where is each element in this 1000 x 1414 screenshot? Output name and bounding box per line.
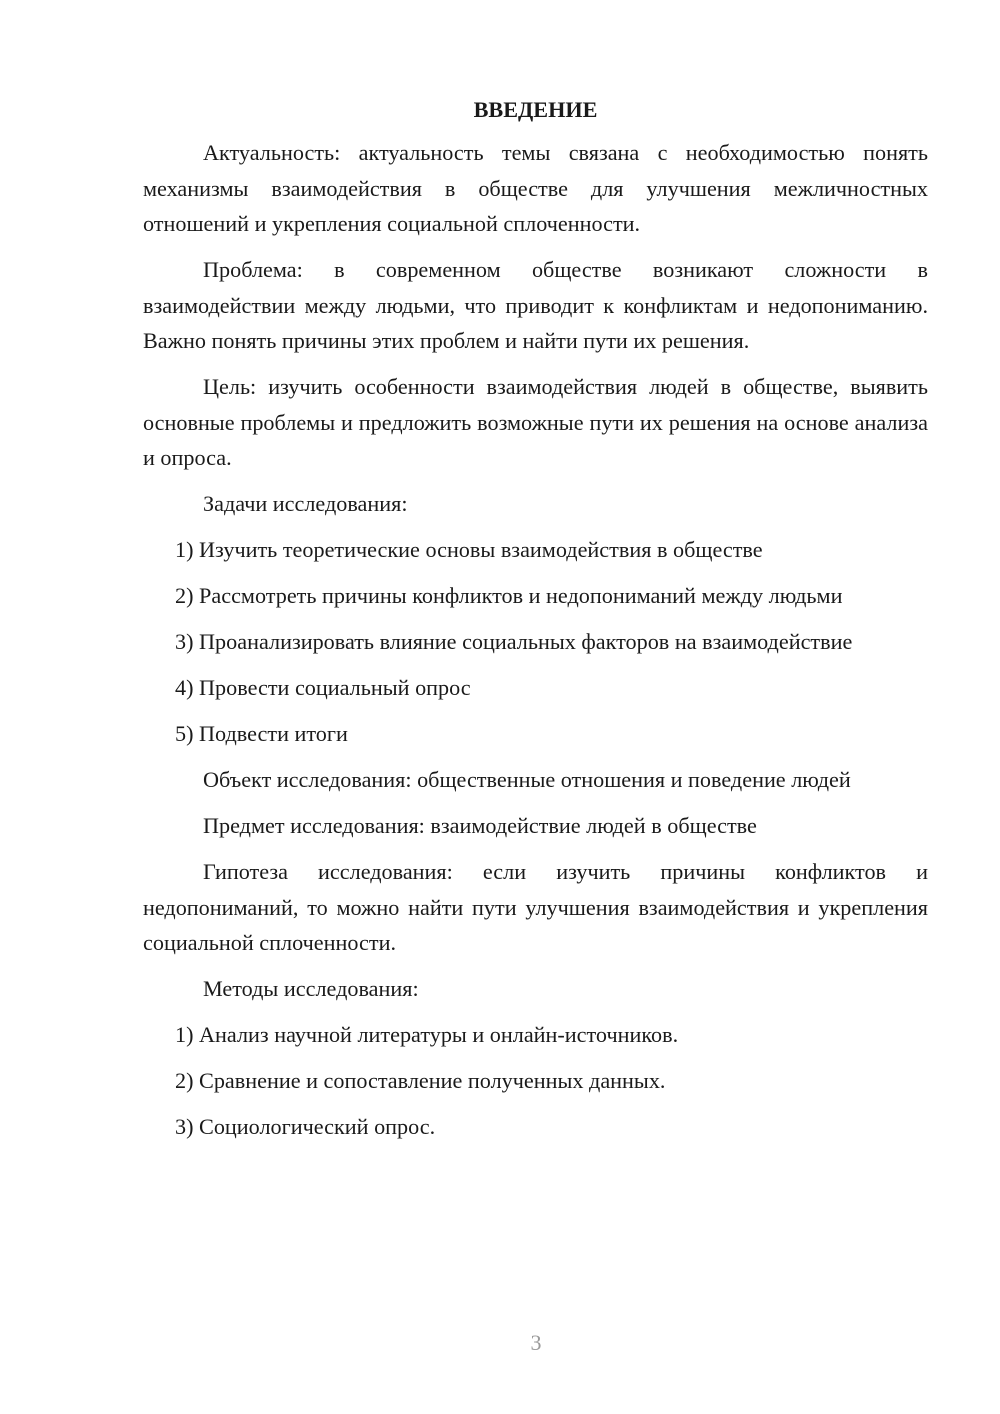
page-title: ВВЕДЕНИЕ [473,97,598,122]
methods-title: Методы исследования: [203,976,419,1001]
relevance-paragraph: Актуальность: актуальность темы связана с необходимостью понять механизмы взаимодействия в обществе для улучшения межличностных отношений и укрепления социальной сплоченности. [143,140,928,236]
task-item: 5) Подвести итоги [175,721,348,746]
task-item: 4) Провести социальный опрос [175,675,471,700]
task-item: 1) Изучить теоретические основы взаимодействия в обществе [175,537,763,562]
method-item: 2) Сравнение и сопоставление полученных данных. [175,1068,666,1093]
task-item: 3) Проанализировать влияние социальных факторов на взаимодействие [175,629,853,654]
page-number: 3 [530,1330,542,1355]
object-paragraph: Объект исследования: общественные отношения и поведение людей [203,767,851,792]
page-content [143,90,928,1155]
goal-paragraph: Цель: изучить особенности взаимодействия людей в обществе, выявить основные проблемы и предложить возможные пути их решения на основе анализа и опроса. [143,374,928,470]
method-item: 1) Анализ научной литературы и онлайн-источников. [175,1022,679,1047]
task-item: 2) Рассмотреть причины конфликтов и недопониманий между людьми [175,583,843,608]
subject-paragraph: Предмет исследования: взаимодействие людей в обществе [203,813,757,838]
problem-paragraph: Проблема: в современном обществе возникают сложности в взаимодействии между людьми, что приводит к конфликтам и недопониманию. Важно понять причины этих проблем и найти пути их решения. [143,257,928,353]
hypothesis-paragraph: Гипотеза исследования: если изучить причины конфликтов и недопониманий, то можно найти пути улучшения взаимодействия и укрепления социальной сплоченности. [143,859,928,955]
method-item: 3) Социологический опрос. [175,1114,436,1139]
tasks-title: Задачи исследования: [203,491,408,516]
